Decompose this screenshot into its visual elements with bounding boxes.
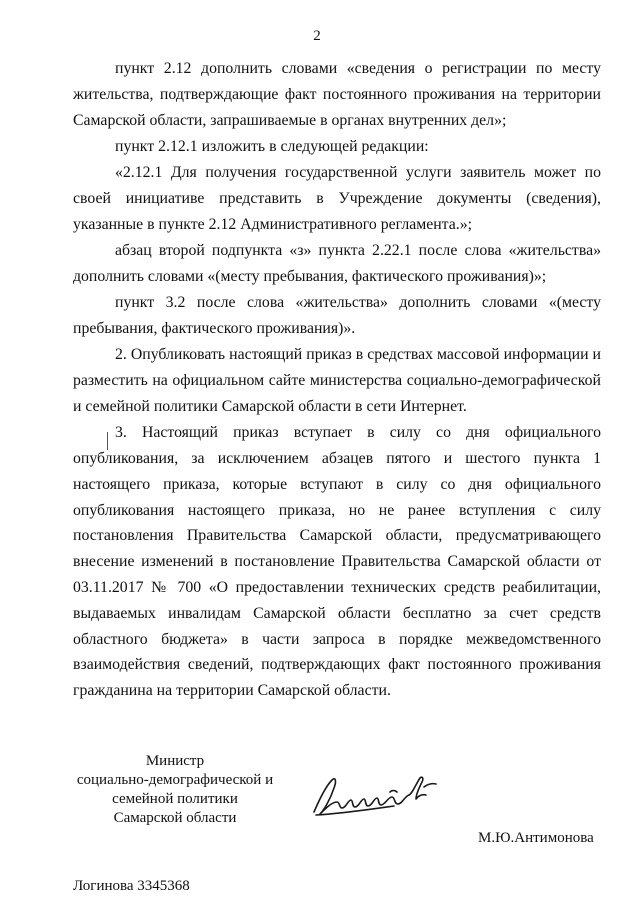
paragraph-entry-into-force: 3. Настоящий приказ вступает в силу со дня официального опубликования, за исключением абзацев пятого и шестого пункта 1 настоящего приказа, которые вступают в силу со дня официального опубликования настоящего приказа, но не ранее вступления с силу постановления Правительства Самарской области, предусматривающего внесение изменений в постановление Правительства Самарской области от 03.11.2017 № 700 «О предоставлении технических средств реабилитации, выдаваемых инвалидам Самарской области бесплатно за счет средств областного бюджета» в части запроса в порядке межведомственного взаимодействия сведений, подтверждающих факт постоянного проживания гражданина на территории Самарской области. (73, 424, 601, 700)
paragraph-item-2-22-1: абзац второй подпункта «з» пункта 2.22.1 после слова «жительства» дополнить словами «(месту пребывания, фактического проживания)»; (73, 242, 601, 285)
signature-title-line: Министр (145, 753, 205, 769)
document-body (73, 56, 601, 704)
paragraph-item-3-2: пункт 3.2 после слова «жительства» дополнить словами «(месту пребывания, фактического проживания)». (73, 294, 601, 337)
handwritten-signature (306, 768, 446, 823)
paragraph-item-2-12: пункт 2.12 дополнить словами «сведения о регистрации по месту жительства, подтверждающие факт постоянного проживания на территории Самарской области, запрашиваемые в органах внутренних дел»; (73, 60, 601, 129)
margin-mark (107, 432, 108, 450)
signer-name: М.Ю.Антимонова (478, 830, 594, 846)
paragraph-publication: 2. Опубликовать настоящий приказ в средствах массовой информации и разместить на официальном сайте министерства социально-демографической и семейной политики Самарской области в сети Интернет. (73, 346, 601, 415)
signature-title-line: семейной политики (112, 791, 238, 807)
signature-title-line: Самарской области (113, 810, 237, 826)
paragraph-new-wording: «2.12.1 Для получения государственной услуги заявитель может по своей инициативе представить в Учреждение документы (сведения), указанные в пункте 2.12 Административного регламента.»; (73, 164, 601, 233)
paragraph-item-2-12-1: пункт 2.12.1 изложить в следующей редакции: (115, 137, 429, 155)
page-number: 2 (313, 28, 321, 44)
signature-title-line: социально-демографической и (76, 772, 274, 788)
signature-title-block (60, 752, 290, 828)
executor-contact: Логинова 3345368 (73, 878, 190, 894)
